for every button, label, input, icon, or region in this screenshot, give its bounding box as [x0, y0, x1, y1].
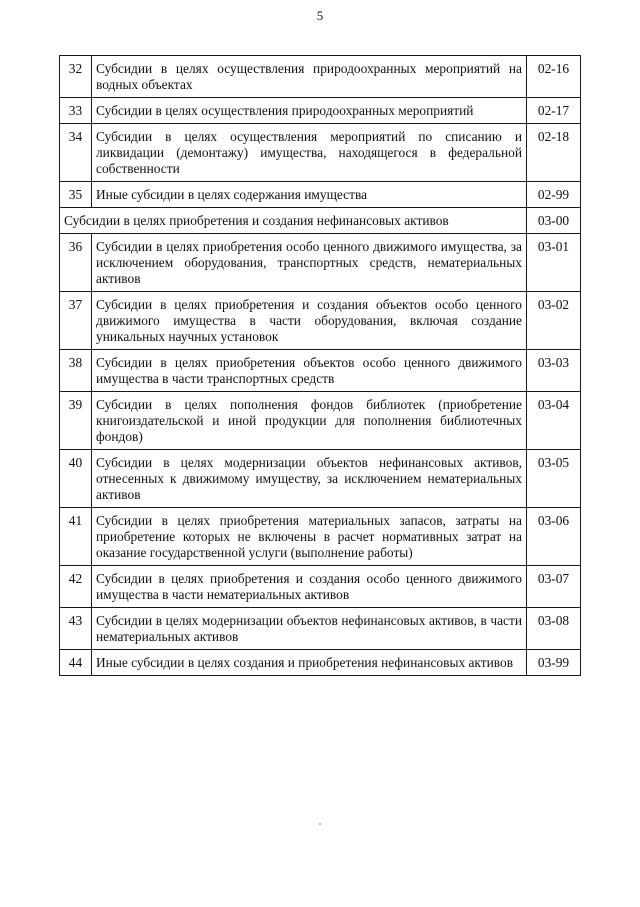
table-row: [60, 608, 581, 650]
row-description: Субсидии в целях приобретения и создания объектов особо ценного движимого имущества в части оборудования, включая создание уникальных научных установок: [92, 292, 527, 350]
row-description: Субсидии в целях осуществления мероприятий по списанию и ликвидации (демонтажу) имущества, находящегося в федеральной собственности: [92, 124, 527, 182]
table-row: [60, 350, 581, 392]
row-number: 42: [60, 566, 92, 608]
row-code: 03-06: [527, 508, 581, 566]
subsidy-codes-table: [59, 55, 581, 676]
row-code: 03-99: [527, 650, 581, 676]
section-row: [60, 208, 581, 234]
row-number: 44: [60, 650, 92, 676]
row-code: 02-99: [527, 182, 581, 208]
row-number: 37: [60, 292, 92, 350]
row-description: Иные субсидии в целях содержания имущества: [92, 182, 527, 208]
row-number: 35: [60, 182, 92, 208]
section-heading: Субсидии в целях приобретения и создания нефинансовых активов: [60, 208, 527, 234]
row-number: 36: [60, 234, 92, 292]
row-number: 33: [60, 98, 92, 124]
row-description: Субсидии в целях приобретения объектов особо ценного движимого имущества в части транспортных средств: [92, 350, 527, 392]
row-description: Субсидии в целях приобретения и создания особо ценного движимого имущества в части нематериальных активов: [92, 566, 527, 608]
row-code: 03-05: [527, 450, 581, 508]
row-code: 03-03: [527, 350, 581, 392]
row-description: Субсидии в целях осуществления природоохранных мероприятий на водных объектах: [92, 56, 527, 98]
page-number: 5: [316, 8, 324, 23]
row-code: 03-07: [527, 566, 581, 608]
scan-speck: [319, 823, 321, 825]
row-code: 02-16: [527, 56, 581, 98]
row-number: 43: [60, 608, 92, 650]
table-row: [60, 508, 581, 566]
row-code: 02-17: [527, 98, 581, 124]
row-code: 03-01: [527, 234, 581, 292]
row-description: Субсидии в целях приобретения материальных запасов, затраты на приобретение которых не включены в расчет нормативных затрат на оказание государственной услуги (выполнение работы): [92, 508, 527, 566]
row-number: 39: [60, 392, 92, 450]
row-number: 40: [60, 450, 92, 508]
table-row: [60, 392, 581, 450]
row-description: Иные субсидии в целях создания и приобретения нефинансовых активов: [92, 650, 527, 676]
table-row: [60, 650, 581, 676]
row-number: 38: [60, 350, 92, 392]
table-row: [60, 124, 581, 182]
table-row: [60, 292, 581, 350]
table-row: [60, 182, 581, 208]
table-row: [60, 234, 581, 292]
row-number: 32: [60, 56, 92, 98]
table-row: [60, 56, 581, 98]
row-code: 03-02: [527, 292, 581, 350]
row-description: Субсидии в целях модернизации объектов нефинансовых активов, в части нематериальных активов: [92, 608, 527, 650]
table-row: [60, 98, 581, 124]
row-description: Субсидии в целях осуществления природоохранных мероприятий: [92, 98, 527, 124]
row-description: Субсидии в целях модернизации объектов нефинансовых активов, отнесенных к движимому имуществу, за исключением нематериальных активов: [92, 450, 527, 508]
row-code: 03-08: [527, 608, 581, 650]
section-code: 03-00: [527, 208, 581, 234]
row-description: Субсидии в целях приобретения особо ценного движимого имущества, за исключением оборудования, транспортных средств, нематериальных активов: [92, 234, 527, 292]
row-description: Субсидии в целях пополнения фондов библиотек (приобретение книгоиздательской и иной продукции для пополнения библиотечных фондов): [92, 392, 527, 450]
row-number: 34: [60, 124, 92, 182]
table-row: [60, 566, 581, 608]
row-code: 03-04: [527, 392, 581, 450]
table-row: [60, 450, 581, 508]
row-code: 02-18: [527, 124, 581, 182]
row-number: 41: [60, 508, 92, 566]
